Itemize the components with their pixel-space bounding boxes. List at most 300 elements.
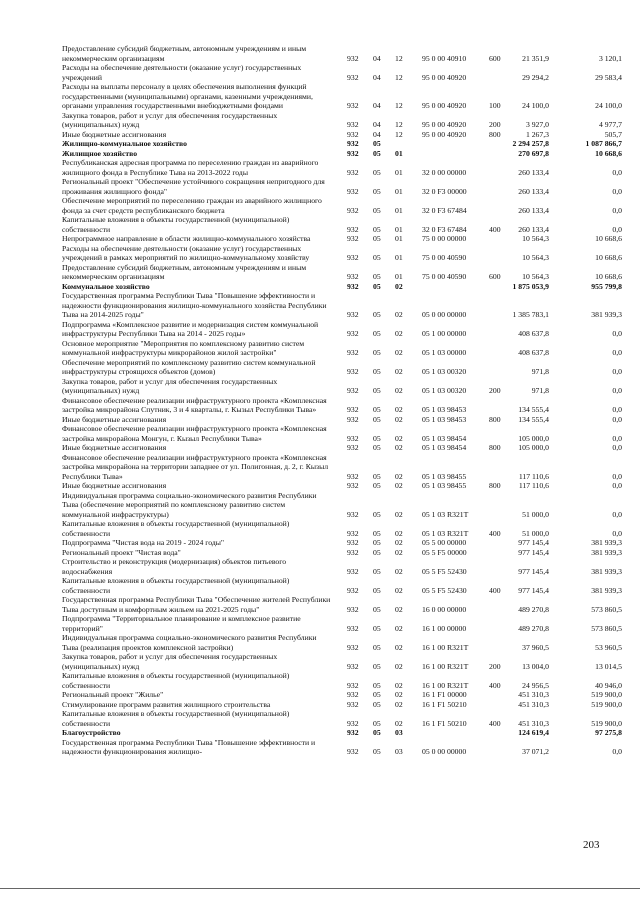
sum-year-1: 21 351,9	[522, 53, 549, 63]
sum-year-2: 0,0	[612, 186, 622, 196]
table-row	[62, 358, 622, 377]
section-code: 05	[373, 718, 381, 728]
sum-year-2: 13 014,5	[595, 661, 622, 671]
section-code: 05	[373, 547, 381, 557]
row-name: Жилищное хозяйство	[62, 148, 138, 158]
target-article: 05 1 03 98454	[422, 443, 467, 452]
subsection-code: 12	[395, 129, 403, 139]
table-row	[62, 443, 622, 453]
section-code: 05	[373, 585, 381, 595]
row-name: Государственная программа Республики Тыва "Повышение эффективности и надежности функционирования жилищно-	[62, 737, 316, 756]
row-name: Обеспечение мероприятий по комплексному развитию систем коммунальной инфраструктуры строящихся объектов (домов)	[62, 357, 316, 376]
admin-code: 932	[347, 443, 359, 452]
row-name: Закупка товаров, работ и услуг для обеспечения государственных (муниципальных) нужд	[62, 652, 278, 671]
sum-year-2: 505,7	[604, 129, 622, 139]
table-row	[62, 633, 622, 652]
target-article: 95 0 00 40910	[422, 53, 467, 63]
sum-year-1: 977 145,4	[518, 566, 549, 576]
table-row	[62, 614, 622, 633]
expense-type: 400	[489, 585, 501, 595]
section-code: 05	[373, 234, 381, 243]
table-row	[62, 519, 622, 538]
row-name: Индивидуальная программа социально-экономического развития Республики Тыва (обеспечение мероприятий по комплексному развитию систем коммунальной инфраструктуры)	[62, 490, 317, 519]
sum-year-2: 0,0	[612, 414, 622, 424]
admin-code: 932	[347, 53, 359, 63]
row-name: Стимулирование программ развития жилищного строительства	[62, 699, 271, 709]
table-row	[62, 415, 622, 425]
subsection-code: 02	[395, 680, 403, 690]
section-code: 05	[373, 405, 381, 414]
section-code: 05	[373, 272, 381, 281]
sum-year-1: 977 145,4	[518, 538, 549, 547]
table-row	[62, 282, 622, 292]
row-name: Обеспечение мероприятий по переселению граждан из аварийного жилищного фонда за счет средств республиканского бюджета	[62, 196, 322, 215]
target-article: 95 0 00 40920	[422, 129, 467, 139]
table-row	[62, 453, 622, 482]
subsection-code: 02	[395, 481, 403, 490]
admin-code: 932	[347, 623, 359, 633]
sum-year-1: 24 100,0	[522, 101, 549, 110]
table-row	[62, 652, 622, 671]
row-name: Предоставление субсидий бюджетным, автономным учреждениям и иным некоммерческим организациям	[62, 44, 307, 63]
section-code: 05	[373, 680, 381, 690]
sum-year-2: 24 100,0	[595, 101, 622, 110]
target-article: 05 0 00 00000	[422, 310, 467, 319]
sum-year-2: 0,0	[612, 405, 622, 414]
section-code: 05	[373, 414, 381, 424]
sum-year-1: 408 637,8	[518, 329, 549, 338]
section-code: 05	[373, 186, 381, 196]
sum-year-1: 10 564,3	[522, 253, 549, 262]
sum-year-2: 10 668,6	[595, 253, 622, 262]
admin-code: 932	[347, 538, 359, 547]
subsection-code: 12	[395, 72, 403, 82]
admin-code: 932	[347, 224, 359, 234]
sum-year-2: 1 087 866,7	[585, 139, 622, 148]
expense-type: 400	[489, 224, 501, 234]
table-row	[62, 557, 622, 576]
section-code: 04	[373, 53, 381, 63]
section-code: 05	[373, 642, 381, 652]
section-code: 05	[373, 728, 381, 737]
table-row	[62, 139, 622, 149]
sum-year-2: 29 583,4	[595, 72, 622, 82]
sum-year-2: 519 900,0	[591, 699, 622, 709]
sum-year-1: 3 927,0	[525, 120, 549, 129]
admin-code: 932	[347, 72, 359, 82]
sum-year-1: 1 385 783,1	[512, 310, 549, 319]
sum-year-1: 37 071,2	[522, 747, 549, 756]
target-article: 16 1 F1 50210	[422, 699, 467, 709]
admin-code: 932	[347, 139, 359, 148]
row-name: Предоставление субсидий бюджетным, автономным учреждениям и иным некоммерческим организациям	[62, 262, 307, 281]
row-name: Расходы на обеспечение деятельности (оказание услуг) государственных учреждений	[62, 63, 302, 82]
sum-year-1: 451 310,3	[518, 718, 549, 728]
sum-year-1: 260 133,4	[518, 186, 549, 196]
target-article: 16 1 00 R321T	[422, 661, 469, 671]
target-article: 32 0 00 00000	[422, 167, 467, 177]
table-row	[62, 728, 622, 738]
target-article: 05 1 03 98453	[422, 414, 467, 424]
sum-year-1: 10 564,3	[522, 234, 549, 243]
section-code: 05	[373, 205, 381, 215]
table-row	[62, 709, 622, 728]
section-code: 05	[373, 481, 381, 490]
subsection-code: 02	[395, 310, 403, 319]
subsection-code: 02	[395, 690, 403, 699]
section-code: 05	[373, 528, 381, 538]
sum-year-1: 24 956,5	[522, 680, 549, 690]
section-code: 05	[373, 538, 381, 547]
target-article: 05 1 03 00320	[422, 386, 467, 395]
subsection-code: 01	[395, 224, 403, 234]
table-row	[62, 196, 622, 215]
row-name: Региональный проект "Жилье"	[62, 690, 164, 699]
table-row	[62, 263, 622, 282]
sum-year-1: 117 110,6	[518, 481, 549, 490]
subsection-code: 02	[395, 367, 403, 376]
expense-type: 800	[489, 129, 501, 139]
target-article: 16 1 00 R321T	[422, 642, 469, 652]
target-article: 32 0 F3 00000	[422, 186, 467, 196]
row-name: Подпрограмма «Комплексное развитие и модернизация систем коммунальной инфраструктуры Республики Тыва на 2014 - 2025 годы»	[62, 319, 319, 338]
admin-code: 932	[347, 585, 359, 595]
sum-year-1: 117 110,6	[518, 471, 549, 481]
section-code: 05	[373, 471, 381, 481]
sum-year-1: 977 145,4	[518, 547, 549, 557]
admin-code: 932	[347, 205, 359, 215]
table-row	[62, 130, 622, 140]
table-row	[62, 377, 622, 396]
admin-code: 932	[347, 690, 359, 699]
target-article: 75 0 00 40590	[422, 253, 467, 262]
table-row	[62, 44, 622, 63]
target-article: 16 1 F1 50210	[422, 718, 467, 728]
row-name: Капитальные вложения в объекты государственной (муниципальной) собственности	[62, 519, 290, 538]
expense-type: 600	[489, 272, 501, 281]
subsection-code: 12	[395, 53, 403, 63]
subsection-code: 02	[395, 509, 403, 519]
sum-year-1: 2 294 257,8	[512, 139, 549, 148]
table-row	[62, 491, 622, 520]
subsection-code: 02	[395, 623, 403, 633]
expense-type: 200	[489, 661, 501, 671]
target-article: 05 1 03 98455	[422, 481, 467, 490]
admin-code: 932	[347, 329, 359, 338]
table-row	[62, 82, 622, 111]
row-name: Капитальные вложения в объекты государственной (муниципальной) собственности	[62, 576, 290, 595]
table-row	[62, 234, 622, 244]
sum-year-2: 0,0	[612, 205, 622, 215]
target-article: 05 1 03 00000	[422, 348, 467, 357]
admin-code: 932	[347, 566, 359, 576]
sum-year-1: 977 145,4	[518, 585, 549, 595]
row-name: Иные бюджетные ассигнования	[62, 481, 167, 490]
row-name: Республиканская адресная программа по переселению граждан из аварийного жилищного фонда в Республике Тыва на 2013-2022 годы	[62, 158, 319, 177]
subsection-code: 02	[395, 443, 403, 452]
subsection-code: 02	[395, 414, 403, 424]
sum-year-2: 381 939,3	[591, 310, 622, 319]
subsection-code: 03	[395, 728, 403, 737]
admin-code: 932	[347, 547, 359, 557]
sum-year-2: 381 939,3	[591, 547, 622, 557]
section-code: 05	[373, 661, 381, 671]
sum-year-1: 451 310,3	[518, 699, 549, 709]
admin-code: 932	[347, 433, 359, 443]
sum-year-1: 37 960,5	[522, 642, 549, 652]
row-name: Государственная программа Республики Тыва "Повышение эффективности и надежности функционирования жилищно-коммунального хозяйства Республики Тыва на 2014-2025 годы"	[62, 291, 327, 319]
target-article: 95 0 00 40920	[422, 101, 467, 110]
expense-type: 400	[489, 680, 501, 690]
section-code: 05	[373, 367, 381, 376]
subsection-code: 01	[395, 253, 403, 262]
subsection-code: 01	[395, 272, 403, 281]
section-code: 05	[373, 509, 381, 519]
section-code: 05	[373, 566, 381, 576]
section-code: 05	[373, 433, 381, 443]
row-name: Коммунальное хозяйство	[62, 281, 150, 291]
sum-year-2: 4 977,7	[598, 120, 622, 129]
sum-year-1: 408 637,8	[518, 348, 549, 357]
table-row	[62, 291, 622, 320]
row-name: Подпрограмма "Территориальное планирование и комплексное развитие территорий"	[62, 614, 301, 633]
subsection-code: 02	[395, 642, 403, 652]
sum-year-2: 0,0	[612, 386, 622, 395]
expense-type: 200	[489, 120, 501, 129]
section-code: 05	[373, 148, 381, 158]
row-name: Иные бюджетные ассигнования	[62, 414, 167, 424]
expense-type: 100	[489, 101, 501, 110]
sum-year-2: 3 120,1	[598, 53, 622, 63]
target-article: 05 1 03 98453	[422, 405, 467, 414]
row-name: Непрограммное направление в области жилищно-коммунального хозяйства	[62, 234, 311, 243]
row-name: Иные бюджетные ассигнования	[62, 129, 167, 139]
sum-year-1: 29 294,2	[522, 72, 549, 82]
subsection-code: 02	[395, 585, 403, 595]
section-code: 05	[373, 329, 381, 338]
subsection-code: 02	[395, 329, 403, 338]
table-row	[62, 738, 622, 757]
target-article: 05 0 00 00000	[422, 747, 467, 756]
table-row	[62, 671, 622, 690]
sum-year-2: 97 275,8	[595, 728, 622, 737]
sum-year-2: 0,0	[612, 167, 622, 177]
admin-code: 932	[347, 481, 359, 490]
sum-year-1: 124 619,4	[518, 728, 549, 737]
sum-year-1: 134 555,4	[518, 414, 549, 424]
admin-code: 932	[347, 367, 359, 376]
sum-year-1: 10 564,3	[522, 272, 549, 281]
row-name: Закупка товаров, работ и услуг для обеспечения государственных (муниципальных) нужд	[62, 376, 278, 395]
section-code: 05	[373, 310, 381, 319]
admin-code: 932	[347, 186, 359, 196]
row-name: Закупка товаров, работ и услуг для обеспечения государственных (муниципальных) нужд	[62, 110, 278, 129]
row-name: Благоустройство	[62, 728, 121, 737]
expense-type: 800	[489, 443, 501, 452]
admin-code: 932	[347, 386, 359, 395]
sum-year-2: 0,0	[612, 443, 622, 452]
sum-year-2: 0,0	[612, 747, 622, 756]
row-name: Капитальные вложения в объекты государственной (муниципальной) собственности	[62, 215, 290, 234]
row-name: Финансовое обеспечение реализации инфраструктурного проекта «Комплексная застройка микрорайона Монгун, г. Кызыл Республики Тыва»	[62, 424, 327, 443]
subsection-code: 02	[395, 604, 403, 614]
row-name: Региональный проект "Чистая вода"	[62, 547, 181, 557]
target-article: 05 1 03 00320	[422, 367, 467, 376]
section-code: 05	[373, 604, 381, 614]
expense-type: 600	[489, 53, 501, 63]
sum-year-2: 0,0	[612, 528, 622, 538]
admin-code: 932	[347, 101, 359, 110]
sum-year-2: 40 946,0	[595, 680, 622, 690]
section-code: 05	[373, 348, 381, 357]
expense-type: 800	[489, 414, 501, 424]
target-article: 16 0 00 00000	[422, 604, 467, 614]
subsection-code: 03	[395, 747, 403, 756]
target-article: 05 1 03 R321T	[422, 509, 469, 519]
sum-year-2: 519 900,0	[591, 718, 622, 728]
sum-year-1: 971,8	[531, 386, 549, 395]
subsection-code: 01	[395, 234, 403, 243]
sum-year-2: 0,0	[612, 471, 622, 481]
row-name: Финансовое обеспечение реализации инфраструктурного проекта «Комплексная застройка микрорайона на территории западнее от ул. Полигонная, д. 2, г. Кызыл Республики Тыва»	[62, 452, 329, 481]
subsection-code: 02	[395, 405, 403, 414]
sum-year-1: 51 000,0	[522, 528, 549, 538]
target-article: 95 0 00 40920	[422, 72, 467, 82]
table-row	[62, 111, 622, 130]
target-article: 05 5 00 00000	[422, 538, 467, 547]
table-row	[62, 339, 622, 358]
sum-year-2: 573 860,5	[591, 623, 622, 633]
target-article: 75 0 00 40590	[422, 272, 467, 281]
subsection-code: 02	[395, 433, 403, 443]
subsection-code: 12	[395, 120, 403, 129]
section-code: 05	[373, 747, 381, 756]
sum-year-2: 0,0	[612, 329, 622, 338]
sum-year-2: 10 668,6	[595, 148, 622, 158]
section-code: 05	[373, 224, 381, 234]
admin-code: 932	[347, 120, 359, 129]
table-row	[62, 63, 622, 82]
sum-year-1: 1 267,3	[525, 129, 549, 139]
admin-code: 932	[347, 728, 359, 737]
row-name: Государственная программа Республики Тыва "Обеспечение жителей Республики Тыва доступным и комфортным жильем на 2021-2025 годы"	[62, 595, 331, 614]
table-row	[62, 700, 622, 710]
admin-code: 932	[347, 414, 359, 424]
admin-code: 932	[347, 747, 359, 756]
admin-code: 932	[347, 604, 359, 614]
admin-code: 932	[347, 148, 359, 158]
bottom-rule	[0, 888, 640, 889]
section-code: 05	[373, 690, 381, 699]
admin-code: 932	[347, 234, 359, 243]
sum-year-1: 270 697,8	[518, 148, 549, 158]
subsection-code: 02	[395, 699, 403, 709]
target-article: 05 5 F5 00000	[422, 547, 467, 557]
table-row	[62, 244, 622, 263]
row-name: Расходы на выплаты персоналу в целях обеспечения выполнения функций государственными (муниципальными) органами, казенными учреждениями, органами управления государственными внебюджетными фондами	[62, 82, 313, 110]
target-article: 75 0 00 00000	[422, 234, 467, 243]
target-article: 05 1 03 98455	[422, 471, 467, 481]
table-row	[62, 320, 622, 339]
target-article: 05 1 03 98454	[422, 433, 467, 443]
subsection-code: 02	[395, 471, 403, 481]
sum-year-1: 105 000,0	[518, 443, 549, 452]
table-row	[62, 215, 622, 234]
target-article: 05 1 00 00000	[422, 329, 467, 338]
admin-code: 932	[347, 642, 359, 652]
sum-year-1: 260 133,4	[518, 167, 549, 177]
sum-year-2: 381 939,3	[591, 566, 622, 576]
section-code: 04	[373, 72, 381, 82]
target-article: 05 5 F5 52430	[422, 566, 467, 576]
table-row	[62, 396, 622, 415]
subsection-code: 02	[395, 281, 403, 291]
subsection-code: 01	[395, 167, 403, 177]
table-row	[62, 149, 622, 159]
sum-year-2: 381 939,3	[591, 585, 622, 595]
section-code: 04	[373, 129, 381, 139]
subsection-code: 02	[395, 547, 403, 557]
subsection-code: 12	[395, 101, 403, 110]
row-name: Жилищно-коммунальное хозяйство	[62, 139, 187, 148]
admin-code: 932	[347, 348, 359, 357]
sum-year-2: 573 860,5	[591, 604, 622, 614]
subsection-code: 02	[395, 661, 403, 671]
section-code: 04	[373, 120, 381, 129]
section-code: 05	[373, 281, 381, 291]
admin-code: 932	[347, 129, 359, 139]
target-article: 32 0 F3 67484	[422, 205, 467, 215]
admin-code: 932	[347, 509, 359, 519]
table-row	[62, 481, 622, 491]
page-number: 203	[583, 839, 600, 851]
admin-code: 932	[347, 405, 359, 414]
admin-code: 932	[347, 253, 359, 262]
table-row	[62, 595, 622, 614]
target-article: 95 0 00 40920	[422, 120, 467, 129]
sum-year-1: 260 133,4	[518, 205, 549, 215]
sum-year-2: 0,0	[612, 433, 622, 443]
admin-code: 932	[347, 680, 359, 690]
expense-type: 800	[489, 481, 501, 490]
section-code: 05	[373, 386, 381, 395]
sum-year-1: 105 000,0	[518, 433, 549, 443]
target-article: 05 5 F5 52430	[422, 585, 467, 595]
section-code: 05	[373, 139, 381, 148]
admin-code: 932	[347, 167, 359, 177]
budget-table	[62, 44, 622, 757]
sum-year-2: 0,0	[612, 481, 622, 490]
row-name: Расходы на обеспечение деятельности (оказание услуг) государственных учреждений в рамках мероприятий по жилищно-коммунальному хозяйству	[62, 243, 310, 262]
sum-year-2: 0,0	[612, 348, 622, 357]
expense-type: 200	[489, 386, 501, 395]
sum-year-2: 0,0	[612, 367, 622, 376]
sum-year-1: 13 004,0	[522, 661, 549, 671]
target-article: 32 0 F3 67484	[422, 224, 467, 234]
sum-year-1: 489 270,8	[518, 623, 549, 633]
sum-year-1: 971,8	[531, 367, 549, 376]
expense-type: 400	[489, 718, 501, 728]
subsection-code: 02	[395, 528, 403, 538]
row-name: Региональный проект "Обеспечение устойчивого сокращения непригодного для проживания жилищного фонда"	[62, 177, 325, 196]
admin-code: 932	[347, 528, 359, 538]
row-name: Основное мероприятие "Мероприятия по комплексному развитию систем коммунальной инфраструктуры микрорайонов жилой застройки"	[62, 338, 305, 357]
expense-type: 400	[489, 528, 501, 538]
subsection-code: 02	[395, 718, 403, 728]
table-row	[62, 690, 622, 700]
row-name: Капитальные вложения в объекты государственной (муниципальной) собственности	[62, 671, 290, 690]
table-row	[62, 576, 622, 595]
